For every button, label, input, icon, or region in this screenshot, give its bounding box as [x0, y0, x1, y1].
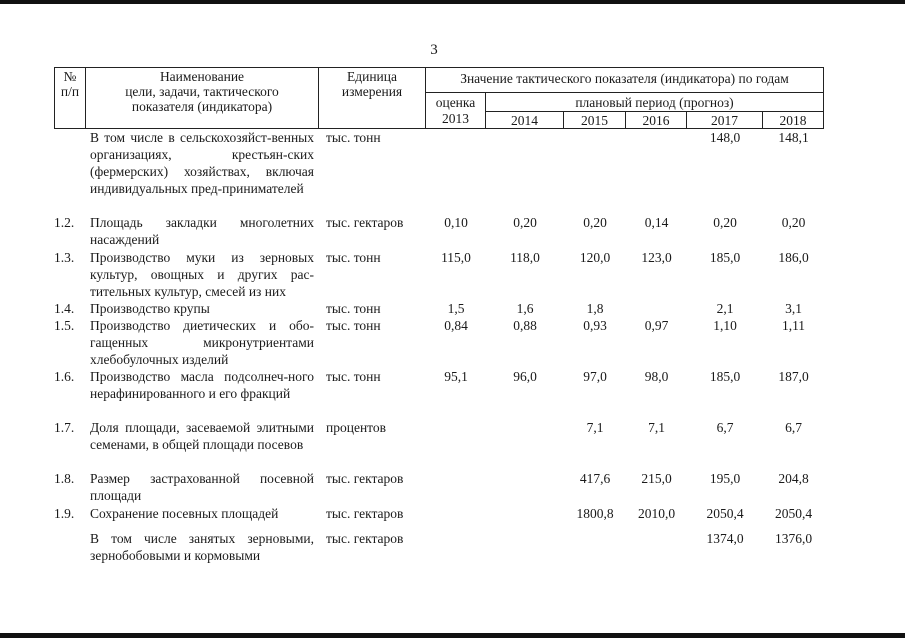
row-unit: тыс. гектаров	[326, 215, 404, 230]
header-name-line1: Наименование	[159, 69, 245, 84]
row-value-2018: 6,7	[785, 420, 802, 435]
row-indicator-name: В том числе в сельскохозяйст-венных организациях, крестьян-ских (фермерских) хозяйствах, включая индивидуальных пред-принимателей	[90, 130, 314, 196]
header-value-label: Значение тактического показателя (индикатора) по годам	[460, 71, 789, 86]
row-number: 1.4.	[54, 301, 75, 316]
row-value-2018: 187,0	[778, 369, 809, 384]
row-unit: тыс. гектаров	[326, 471, 404, 486]
row-value-2017: 2,1	[716, 301, 734, 316]
row-value-2017: 2050,4	[706, 506, 744, 521]
row-value-2015: 97,0	[583, 369, 607, 384]
header-year-2016: 2016	[642, 113, 670, 128]
header-unit-line1: Единица	[346, 69, 397, 84]
row-value-2015: 417,6	[579, 471, 611, 486]
row-number: 1.8.	[54, 471, 75, 486]
header-years-rule	[485, 111, 824, 112]
row-value-2013: 1,5	[447, 301, 465, 316]
row-indicator-name: В том числе занятых зерновыми, зернобобовыми и кормовыми	[90, 531, 314, 563]
row-unit: тыс. тонн	[326, 250, 381, 265]
row-value-2016: 7,1	[648, 420, 665, 435]
row-value-2014: 1,6	[516, 301, 534, 316]
header-name-line2: цели, задачи, тактического	[125, 84, 279, 99]
header-estimate-label: оценка	[435, 95, 476, 110]
header-unit-line2: измерения	[341, 84, 403, 99]
top-border	[0, 0, 905, 4]
row-value-2016: 98,0	[644, 369, 669, 384]
row-value-2018: 1376,0	[774, 531, 813, 546]
row-value-2015: 1800,8	[576, 506, 614, 521]
row-value-2014: 118,0	[510, 250, 540, 265]
page-number: 3	[430, 42, 438, 58]
row-indicator-name: Производство муки из зерновых культур, овощных и других рас-тительных культур, смесей из них	[90, 250, 314, 299]
row-value-2018: 0,20	[781, 215, 806, 230]
header-number-abbr: п/п	[60, 84, 80, 99]
row-value-2018: 186,0	[778, 250, 809, 265]
row-value-2018: 148,1	[778, 130, 809, 145]
row-value-2013: 0,10	[444, 215, 468, 230]
header-year-2018: 2018	[779, 113, 807, 128]
row-value-2015: 0,93	[583, 318, 607, 333]
row-value-2017: 148,0	[709, 130, 741, 145]
row-value-2017: 1374,0	[706, 531, 744, 546]
row-value-2018: 1,11	[781, 318, 806, 333]
row-number: 1.5.	[54, 318, 75, 333]
row-unit: тыс. гектаров	[326, 506, 404, 521]
row-value-2015: 0,20	[583, 215, 607, 230]
row-value-2017: 0,20	[713, 215, 737, 230]
row-value-2018: 3,1	[785, 301, 802, 316]
header-number-label	[55, 69, 85, 99]
header-year-2014: 2014	[511, 113, 538, 128]
header-name-label	[86, 69, 318, 114]
header-year-2015: 2015	[581, 113, 608, 128]
row-indicator-name: Размер застрахованной посевной площади	[90, 471, 314, 503]
row-indicator-name: Площадь закладки многолетних насаждений	[90, 215, 314, 247]
row-unit: тыс. тонн	[326, 369, 381, 384]
row-value-2013: 95,1	[444, 369, 468, 384]
row-value-2015: 120,0	[579, 250, 611, 265]
header-top-rule	[54, 67, 824, 68]
row-indicator-name: Производство диетических и обо-гащенных микронутриентами хлебобулочных изделий	[90, 318, 314, 367]
header-number-symbol: №	[63, 69, 77, 84]
header-year-2013: 2013	[442, 111, 469, 126]
row-value-2016: 2010,0	[637, 506, 676, 521]
row-value-2018: 204,8	[778, 471, 809, 486]
row-value-2014: 0,20	[513, 215, 537, 230]
row-value-2015: 1,8	[586, 301, 604, 316]
row-indicator-name: Производство масла подсолнеч-ного нерафинированного и его фракций	[90, 369, 314, 401]
row-value-2017: 185,0	[709, 250, 741, 265]
row-unit: тыс. тонн	[326, 301, 381, 316]
row-value-2014: 96,0	[513, 369, 537, 384]
row-unit: тыс. тонн	[326, 130, 381, 145]
row-value-2018: 2050,4	[774, 506, 813, 521]
row-unit: тыс. гектаров	[326, 531, 404, 546]
row-number: 1.6.	[54, 369, 75, 384]
row-value-2013: 115,0	[441, 250, 471, 265]
row-unit: процентов	[326, 420, 387, 435]
bottom-border	[0, 633, 905, 638]
row-value-2017: 195,0	[709, 471, 741, 486]
row-indicator-name: Производство крупы	[90, 301, 210, 316]
header-unit-label	[319, 69, 425, 99]
row-value-2017: 1,10	[713, 318, 737, 333]
row-value-2017: 185,0	[709, 369, 741, 384]
row-number: 1.9.	[54, 506, 75, 521]
row-value-2015: 7,1	[586, 420, 604, 435]
row-number: 1.2.	[54, 215, 75, 230]
row-indicator-name: Сохранение посевных площадей	[90, 506, 279, 521]
row-value-2016: 0,97	[644, 318, 669, 333]
row-value-2017: 6,7	[716, 420, 734, 435]
header-year-2017: 2017	[711, 113, 738, 128]
row-value-2014: 0,88	[513, 318, 537, 333]
row-value-2016: 0,14	[644, 215, 669, 230]
row-value-2013: 0,84	[444, 318, 468, 333]
row-value-2016: 215,0	[641, 471, 672, 486]
col-divider-right	[823, 67, 824, 129]
row-number: 1.3.	[54, 250, 75, 265]
row-number: 1.7.	[54, 420, 75, 435]
header-name-line3: показателя (индикатора)	[131, 99, 273, 114]
row-value-2016: 123,0	[641, 250, 672, 265]
header-planned-label: плановый период (прогноз)	[575, 95, 734, 110]
row-indicator-name: Доля площади, засеваемой элитными семенами, в общей площади посевов	[90, 420, 314, 452]
row-unit: тыс. тонн	[326, 318, 381, 333]
